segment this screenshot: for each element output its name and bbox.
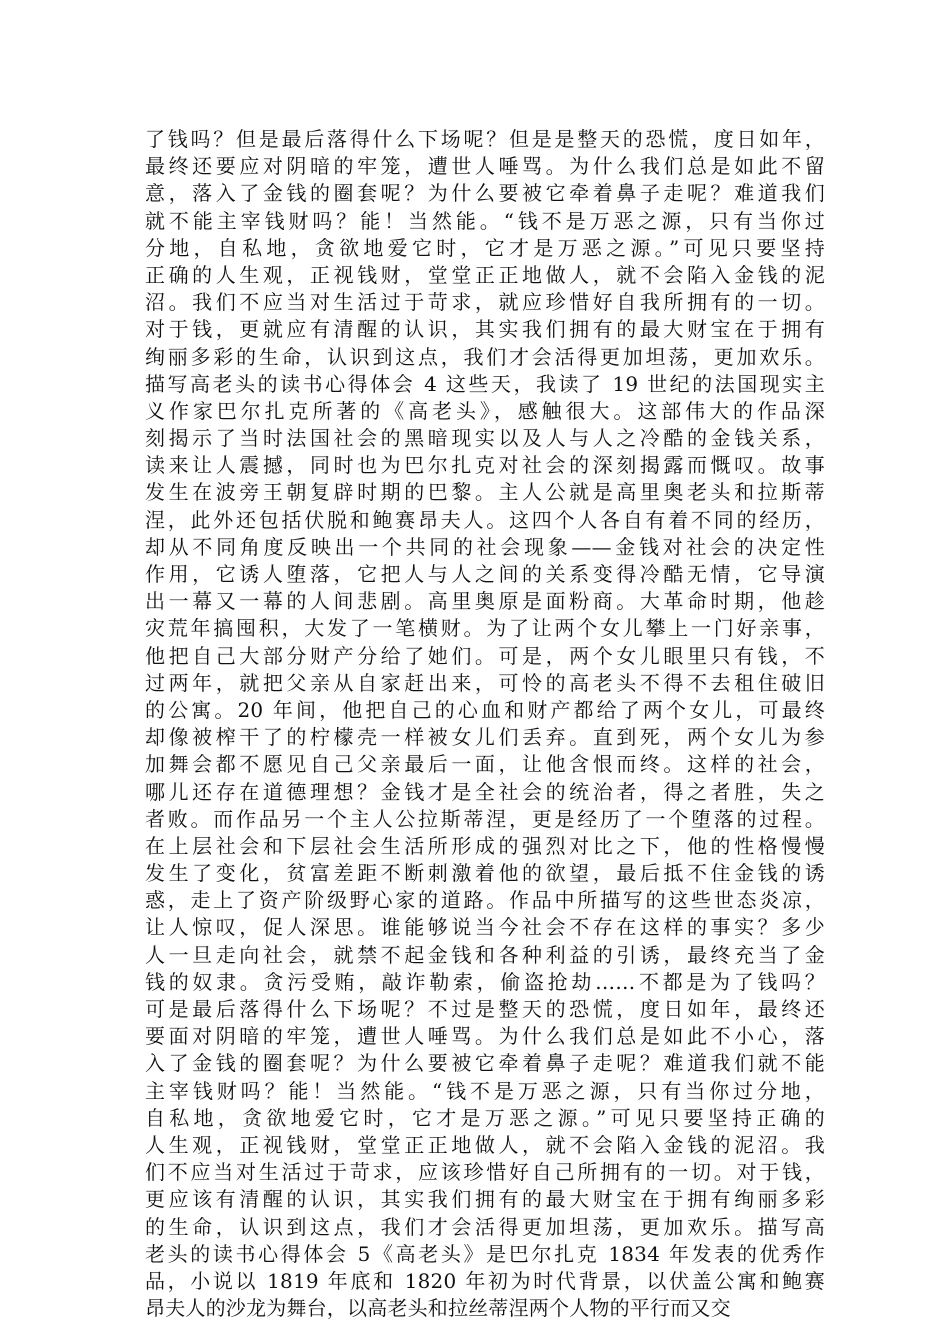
text-line: 哪儿还存在道德理想？金钱才是全社会的统治者，得之者胜，失之 [145,779,825,804]
text-line: 的生命，认识到这点，我们才会活得更加坦荡，更加欢乐。描写高 [145,1214,825,1239]
text-line: 加舞会都不愿见自己父亲最后一面，让他含恨而终。这样的社会， [145,752,825,777]
text-line: 的公寓。20 年间，他把自己的心血和财产都给了两个女儿，可最终 [145,697,825,722]
text-line: 作用，它诱人堕落，它把人与人之间的关系变得冷酷无情，它导演 [145,562,825,586]
text-line: 入了金钱的圈套呢？为什么要被它牵着鼻子走呢？难道我们就不能 [145,1051,825,1076]
text-line: 正确的人生观，正视钱财，堂堂正正地做人，就不会陷入金钱的泥 [145,262,825,287]
text-line: 惑，走上了资产阶级野心家的道路。作品中所描写的这些世态炎凉， [145,888,825,913]
text-line: 义作家巴尔扎克所著的《高老头》，感触很大。这部伟大的作品深 [145,398,825,423]
text-line: 可是最后落得什么下场呢？不过是整天的恐慌，度日如年，最终还 [145,997,825,1021]
text-line: 意，落入了金钱的圈套呢？为什么要被它牵着鼻子走呢？难道我们 [145,181,825,206]
text-line: 更应该有清醒的认识，其实我们拥有的最大财宝在于拥有绚丽多彩 [145,1187,825,1212]
text-line: 最终还要应对阴暗的牢笼，遭世人唾骂。为什么我们总是如此不留 [145,154,825,179]
text-line: 发生了变化，贫富差距不断刺激着他的欲望，最后抵不住金钱的诱 [145,861,825,886]
text-line: 昂夫人的沙龙为舞台，以高老头和拉丝蒂涅两个人物的平行而又交 [145,1296,731,1321]
text-line: 发生在波旁王朝复辟时期的巴黎。主人公就是高里奥老头和拉斯蒂 [145,480,825,505]
text-line: 涅，此外还包括伏脱和鲍赛昂夫人。这四个人各自有着不同的经历， [145,507,825,532]
text-line: 老头的读书心得体会 5《高老头》是巴尔扎克 1834 年发表的优秀作 [145,1241,825,1266]
text-line: 描写高老头的读书心得体会 4 这些天，我读了 19 世纪的法国现实主 [145,371,825,396]
text-line: 自私地，贪欲地爱它时，它才是万恶之源。”可见只要坚持正确的 [145,1105,825,1130]
text-line: 绚丽多彩的生命，认识到这点，我们才会活得更加坦荡，更加欢乐。 [145,344,825,369]
text-line: 主宰钱财吗？能！当然能。“钱不是万恶之源，只有当你过分地， [145,1078,825,1103]
text-line: 品，小说以 1819 年底和 1820 年初为时代背景，以伏盖公寓和鲍赛 [145,1268,825,1293]
text-line: 他把自己大部分财产分给了她们。可是，两个女儿眼里只有钱，不 [145,643,825,668]
text-line: 就不能主宰钱财吗？能！当然能。“钱不是万恶之源，只有当你过 [145,208,825,233]
text-line: 过两年，就把父亲从自家赶出来，可怜的高老头不得不去租住破旧 [145,670,825,695]
text-line: 钱的奴隶。贪污受贿，敲诈勒索，偷盗抢劫……不都是为了钱吗？ [145,969,825,994]
body-text [145,126,825,1322]
text-line: 人生观，正视钱财，堂堂正正地做人，就不会陷入金钱的泥沼。我 [145,1132,825,1157]
text-line: 在上层社会和下层社会生活所形成的强烈对比之下，他的性格慢慢 [145,833,825,858]
text-line: 要面对阴暗的牢笼，遭世人唾骂。为什么我们总是如此不小心，落 [145,1024,825,1049]
text-line: 们不应当对生活过于苛求，应该珍惜好自己所拥有的一切。对于钱， [145,1160,825,1185]
text-line: 却从不同角度反映出一个共同的社会现象——金钱对社会的决定性 [145,534,825,559]
text-line: 刻揭示了当时法国社会的黑暗现实以及人与人之冷酷的金钱关系， [145,426,825,451]
text-line: 人一旦走向社会，就禁不起金钱和各种利益的引诱，最终充当了金 [145,942,825,967]
text-line: 了钱吗？但是最后落得什么下场呢？但是是整天的恐慌，度日如年， [145,127,825,151]
text-line: 对于钱，更就应有清醒的认识，其实我们拥有的最大财宝在于拥有 [145,317,825,342]
text-line: 出一幕又一幕的人间悲剧。高里奥原是面粉商。大革命时期，他趁 [145,589,825,614]
text-line: 灾荒年搞囤积，大发了一笔横财。为了让两个女儿攀上一门好亲事， [145,616,825,641]
text-line: 分地，自私地，贪欲地爱它时，它才是万恶之源。”可见只要坚持 [145,235,825,260]
text-line: 者败。而作品另一个主人公拉斯蒂涅，更是经历了一个堕落的过程。 [145,806,825,831]
text-line: 让人惊叹，促人深思。谁能够说当今社会不存在这样的事实？多少 [145,915,825,940]
text-line: 读来让人震撼，同时也为巴尔扎克对社会的深刻揭露而慨叹。故事 [145,453,825,478]
text-line: 沼。我们不应当对生活过于苛求，就应珍惜好自我所拥有的一切。 [145,290,825,315]
text-line: 却像被榨干了的柠檬壳一样被女儿们丢弃。直到死，两个女儿为参 [145,725,825,750]
